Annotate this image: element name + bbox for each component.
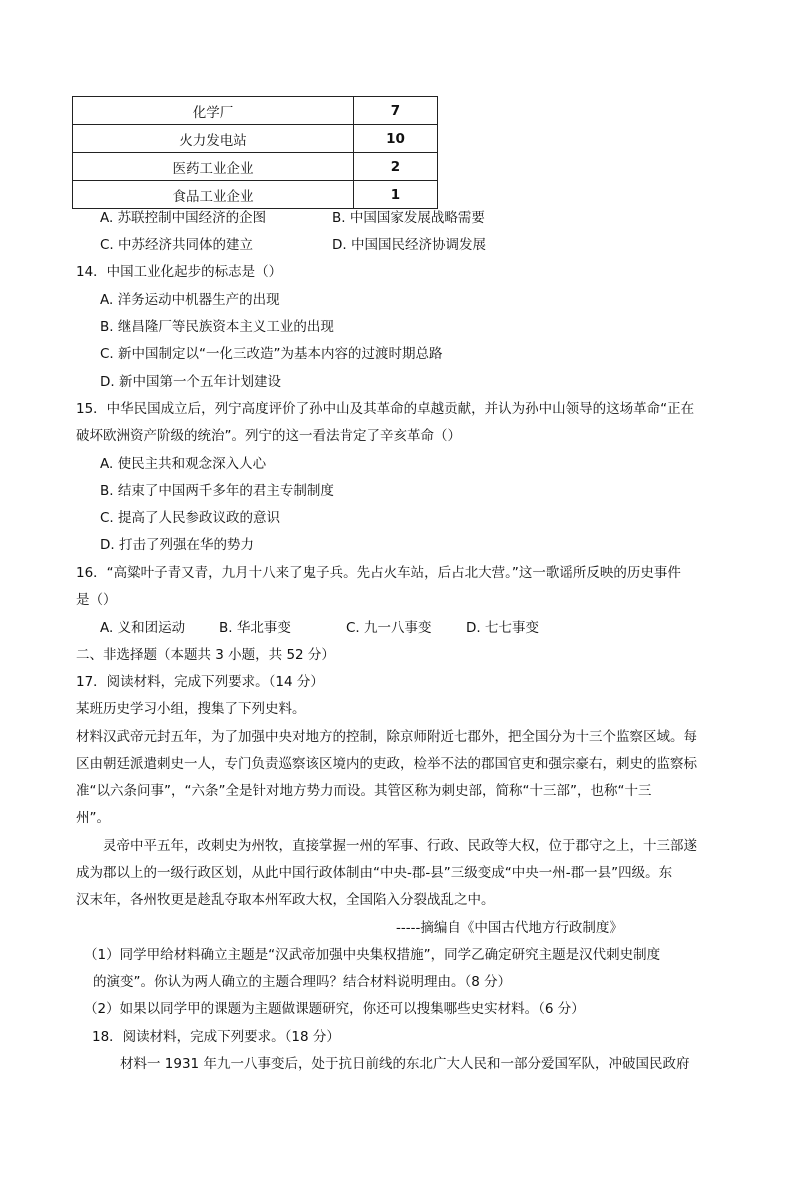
q14-stem: 14．中国工业化起步的标志是（） — [76, 264, 283, 280]
section-heading: 二、非选择题（本题共 3 小题，共 52 分） — [76, 647, 335, 663]
q17-stem: 17．阅读材料，完成下列要求。（14 分） — [76, 674, 324, 690]
q17-material1-line1: 材料汉武帝元封五年，为了加强中央对地方的控制，除京师附近七郡外，把全国分为十三个监察区域。每 — [76, 729, 697, 745]
table-row — [73, 125, 438, 153]
q16-option-a: A. 义和团运动 — [100, 620, 186, 636]
q17-material2-line1: 灵帝中平五年，改刺史为州牧，直接掌握一州的军事、行政、民政等大权，位于郡守之上，十三部遂 — [103, 838, 697, 854]
table-cell-name: 食品工业企业 — [73, 181, 354, 209]
table-cell-count: 7 — [354, 97, 438, 125]
q16-option-c: C. 九一八事变 — [346, 620, 432, 636]
q14-option-b: B. 继昌隆厂等民族资本主义工业的出现 — [100, 319, 334, 335]
q13-option-b: B. 中国国家发展战略需要 — [332, 210, 485, 226]
q17-intro: 某班历史学习小组，搜集了下列史料。 — [76, 701, 306, 717]
table-cell-count: 10 — [354, 125, 438, 153]
table-row — [73, 97, 438, 125]
q14-option-d: D. 新中国第一个五年计划建设 — [100, 374, 281, 390]
q18-material1-line1: 材料一 1931 年九一八事变后，处于抗日前线的东北广大人民和一部分爱国军队，冲破国民政府 — [120, 1056, 690, 1072]
q17-source: -----摘编自《中国古代地方行政制度》 — [396, 920, 623, 936]
table-cell-name: 火力发电站 — [73, 125, 354, 153]
q17-material1-line4: 州”。 — [76, 810, 110, 826]
q15-option-a: A. 使民主共和观念深入人心 — [100, 456, 267, 472]
q17-material1-line3: 准“以六条问事”，“六条”全是针对地方势力而设。其管区称为刺史部，简称“十三部”，也称“十三 — [76, 783, 652, 799]
q13-option-a: A. 苏联控制中国经济的企图 — [100, 210, 267, 226]
q16-option-b: B. 华北事变 — [219, 620, 291, 636]
table-cell-count: 2 — [354, 153, 438, 181]
q18-stem: 18．阅读材料，完成下列要求。（18 分） — [92, 1029, 340, 1045]
q15-option-c: C. 提高了人民参政议政的意识 — [100, 510, 281, 526]
project-table — [72, 96, 438, 209]
q14-option-a: A. 洋务运动中机器生产的出现 — [100, 292, 280, 308]
q16-option-d: D. 七七事变 — [466, 620, 539, 636]
q17-material2-line3: 汉末年，各州牧更是趁乱夺取本州军政大权，全国陷入分裂战乱之中。 — [76, 892, 495, 908]
table-cell-name: 化学厂 — [73, 97, 354, 125]
q17-sub1-line1: （1）同学甲给材料确立主题是“汉武帝加强中央集权措施”，同学乙确定研究主题是汉代刺史制度 — [84, 947, 661, 963]
table-row — [73, 153, 438, 181]
table-cell-name: 医药工业企业 — [73, 153, 354, 181]
q15-option-b: B. 结束了中国两千多年的君主专制制度 — [100, 483, 334, 499]
q15-stem-line2: 破坏欧洲资产阶级的统治”。列宁的这一看法肯定了辛亥革命（） — [76, 428, 461, 444]
q15-option-d: D. 打击了列强在华的势力 — [100, 537, 254, 553]
q13-option-c: C. 中苏经济共同体的建立 — [100, 237, 254, 253]
q13-option-d: D. 中国国民经济协调发展 — [332, 237, 486, 253]
q17-sub1-line2: 的演变”。你认为两人确立的主题合理吗？结合材料说明理由。（8 分） — [93, 974, 512, 990]
q16-stem-line1: 16．“高粱叶子青又青，九月十八来了鬼子兵。先占火车站，后占北大营。”这一歌谣所反映的历史事件 — [76, 565, 681, 581]
q17-material1-line2: 区由朝廷派遣刺史一人，专门负责巡察该区境内的吏政，检举不法的郡国官吏和强宗豪右，刺史的监察标 — [76, 756, 697, 772]
q15-stem-line1: 15．中华民国成立后，列宁高度评价了孙中山及其革命的卓越贡献，并认为孙中山领导的这场革命“正在 — [76, 401, 695, 417]
q16-stem-line2: 是（） — [76, 592, 117, 608]
q17-material2-line2: 成为郡以上的一级行政区划，从此中国行政体制由“中央-郡-县”三级变成“中央一州-郡一县”四级。东 — [76, 865, 673, 881]
q17-sub2: （2）如果以同学甲的课题为主题做课题研究，你还可以搜集哪些史实材料。（6 分） — [84, 1001, 585, 1017]
table-cell-count: 1 — [354, 181, 438, 209]
table-row — [73, 181, 438, 209]
q14-option-c: C. 新中国制定以“一化三改造”为基本内容的过渡时期总路 — [100, 346, 443, 362]
